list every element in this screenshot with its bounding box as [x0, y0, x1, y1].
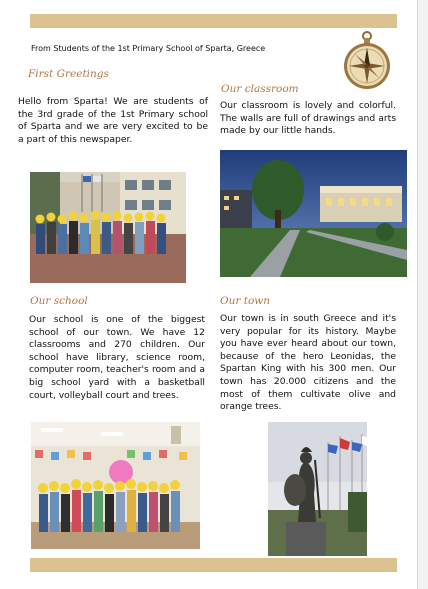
town-text: Our town is in south Greece and it's very popular for its history. Maybe you have ever heard about our town, because of the hero Leonidas, the Spartan King with his 300 men. Our town has 20.000 citizens and the most of them cultivate olive and orange trees. — [220, 313, 396, 413]
classroom-students-photo — [31, 422, 200, 549]
page-edge — [418, 0, 428, 589]
classroom-text: Our classroom is lovely and colorful. The walls are full of drawings and arts made by our little hands. — [220, 100, 396, 137]
town-square-photo — [220, 150, 407, 277]
heading-our-classroom: Our classroom — [221, 83, 299, 95]
compass-icon — [340, 28, 394, 90]
heading-first-greetings: First Greetings — [28, 68, 109, 80]
heading-our-school: Our school — [30, 295, 88, 307]
bottom-decorative-band — [30, 558, 397, 572]
leonidas-statue-photo — [268, 422, 367, 556]
school-text: Our school is one of the biggest school of our town. We have 12 classrooms and 270 children. Our school have library, science room, computer room, teacher's room and a big school yard with a basketball court, volleyball court and trees. — [29, 314, 205, 401]
greetings-text: Hello from Sparta! We are students of the 3rd grade of the 1st Primary school of Sparta and we are very excited to be a part of this newspaper. — [18, 96, 208, 145]
heading-our-town: Our town — [220, 295, 271, 307]
top-decorative-band — [30, 14, 397, 28]
page-subtitle: From Students of the 1st Primary School of Sparta, Greece — [31, 44, 266, 53]
class-photo-schoolyard — [30, 172, 186, 283]
